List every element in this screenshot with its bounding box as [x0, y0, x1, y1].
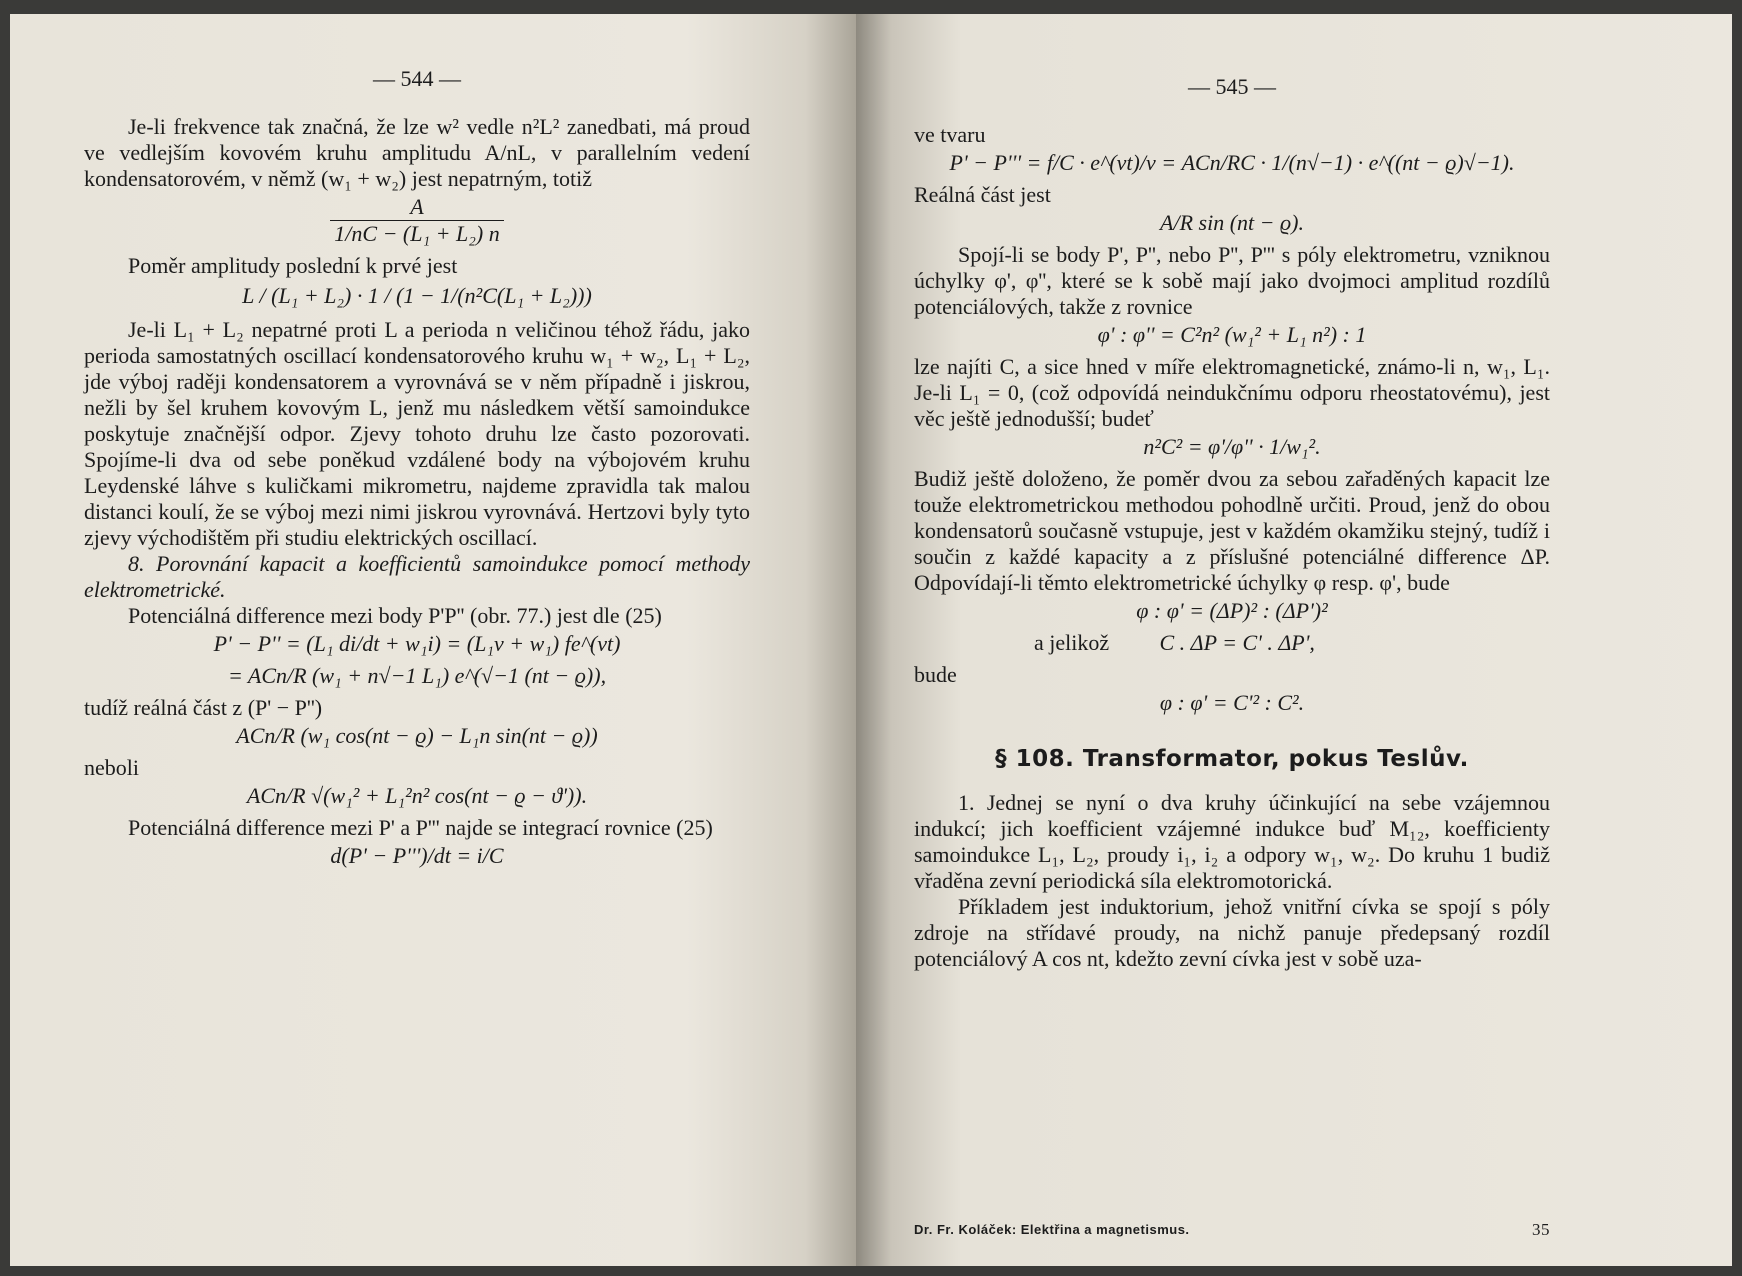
paragraph: Budiž ještě doloženo, že poměr dvou za sebou zařaděných kapacit lze touže elektrometrickou methodou pohodlně určiti. Proud, jenž do obou kondensatorů současně vstupuje, jest v každém okamžiku stejný, tudíž i součin z každé kapacity a z příslušné potenciálné difference ΔP. Odpovídají-li těmto elektrometrické úchylky φ resp. φ', bude	[914, 466, 1550, 595]
left-page-content	[84, 66, 750, 875]
formula: d(P' − P''')/dt = i/C	[330, 843, 504, 868]
paragraph: Potenciálná difference mezi P' a P''' najde se integrací rovnice (25)	[128, 815, 713, 840]
subsection-heading: 8. Porovnání kapacit a koefficientů samoindukce pomocí methody elektrometrické.	[84, 551, 750, 602]
formula: ACn/R √(w₁² + L₁²n² cos(nt − ϱ − ϑ')).	[246, 783, 588, 808]
section-title: § 108. Transformator, pokus Teslův.	[995, 746, 1469, 772]
right-page-content	[914, 74, 1550, 972]
label: neboli	[84, 755, 139, 780]
paragraph: 1. Jednej se nyní o dva kruhy účinkující na sebe vzájemnou indukcí; jich koefficient vzájemné indukce buď M₁₂, koefficienty samoindukce L₁, L₂, proudy i₁, i₂ a odpory w₁, w₂. Do kruhu 1 budiž vřaděna zevní periodická síla elektromotorická.	[914, 790, 1550, 893]
formula-row	[914, 630, 1550, 656]
page-number-left: — 544 —	[373, 66, 461, 91]
page-footer	[914, 1222, 1550, 1237]
formula: φ : φ' = (ΔP)² : (ΔP')²	[1136, 598, 1328, 623]
label: a jelikož	[1034, 630, 1110, 655]
formula: φ' : φ'' = C²n² (w₁² + L₁ n²) : 1	[1097, 322, 1367, 347]
paragraph: Příkladem jest induktorium, jehož vnitřní cívka se spojí s póly zdroje na střídavé proudy, na nichž panuje předepsaný rozdíl potenciálový A cos nt, kdežto zevní cívka jest v sobě uza-	[914, 894, 1550, 971]
paragraph: Je-li frekvence tak značná, že lze w² vedle n²L² zanedbati, má proud ve vedlejším kovovém kruhu amplitudu A/nL, v parallelním vedení kondensatorovém, v němž (w₁ + w₂) jest nepatrným, totiž	[84, 114, 750, 191]
formula: P' − P''' = f/C · e^(νt)/ν = ACn/RC · 1/(n√−1) · e^((nt − ϱ)√−1).	[949, 150, 1515, 175]
formula: n²C² = φ'/φ'' · 1/w₁².	[1143, 434, 1321, 459]
paragraph: ve tvaru	[914, 122, 986, 147]
formula: L / (L₁ + L₂) · 1 / (1 − 1/(n²C(L₁ + L₂)))	[242, 283, 592, 308]
formula-numerator: A	[330, 194, 503, 221]
formula: = ACn/R (w₁ + n√−1 L₁) e^(√−1 (nt − ϱ)),	[227, 663, 607, 688]
footer-text: Dr. Fr. Koláček: Elektřina a magnetismus.	[914, 1222, 1190, 1237]
formula: φ : φ' = C'² : C².	[1159, 690, 1305, 715]
paragraph: Je-li L₁ + L₂ nepatrné proti L a perioda n veličinou téhož řádu, jako perioda samostatných oscillací kondensatorového kruhu w₁ + w₂, L₁ + L₂, jde výboj raději kondensatorem a vyrovnává se v něm případně i jiskrou, nežli by šel kruhem kovovým L, jenž mu následkem větší samoindukce poskytuje značnější odpor. Zjevy tohoto druhu lze často pozorovati. Spojíme-li dva od sebe poněkud vzdálené body na výbojovém kruhu Leydenské láhve s kuličkami mikrometru, najdeme zpravidla tak malou distanci koulí, že se výboj mezi nimi jiskrou vyrovnává. Hertzovi byly tyto zjevy východištěm při studiu elektrických oscillací.	[84, 317, 750, 550]
page-number-right: — 545 —	[1188, 74, 1276, 99]
paragraph-heading	[84, 551, 750, 603]
paragraph: Spojí-li se body P', P'', nebo P'', P''' s póly elektrometru, vzniknou úchylky φ', φ'', které se k sobě mají jako dvojmoci amplitud rozdílů potenciálových, takže z rovnice	[914, 242, 1550, 319]
paragraph: lze najíti C, a sice hned v míře elektromagnetické, známo-li n, w₁, L₁. Je-li L₁ = 0, (což odpovídá neindukčnímu odporu rheostatovému), jest věc ještě jednodušší; budeť	[914, 354, 1550, 431]
right-page	[856, 14, 1732, 1266]
label: bude	[914, 662, 957, 687]
footer-signature-number: 35	[1532, 1220, 1550, 1239]
formula: A/R sin (nt − ϱ).	[1160, 210, 1304, 235]
formula	[84, 194, 750, 247]
left-page	[10, 14, 856, 1266]
paragraph: tudíž reálná část z (P' − P'')	[84, 695, 323, 720]
label: Reálná část jest	[914, 182, 1051, 207]
formula-denominator: 1/nC − (L₁ + L₂) n	[334, 221, 500, 246]
formula: ACn/R (w₁ cos(nt − ϱ) − L₁n sin(nt − ϱ))	[236, 723, 598, 748]
formula: P' − P'' = (L₁ di/dt + w₁i) = (L₁ν + w₁) fe^(νt)	[213, 631, 621, 656]
formula: C . ΔP = C' . ΔP',	[1159, 630, 1315, 655]
paragraph: Potenciálná difference mezi body P'P'' (obr. 77.) jest dle (25)	[128, 603, 662, 628]
paragraph: Poměr amplitudy poslední k prvé jest	[128, 253, 458, 278]
